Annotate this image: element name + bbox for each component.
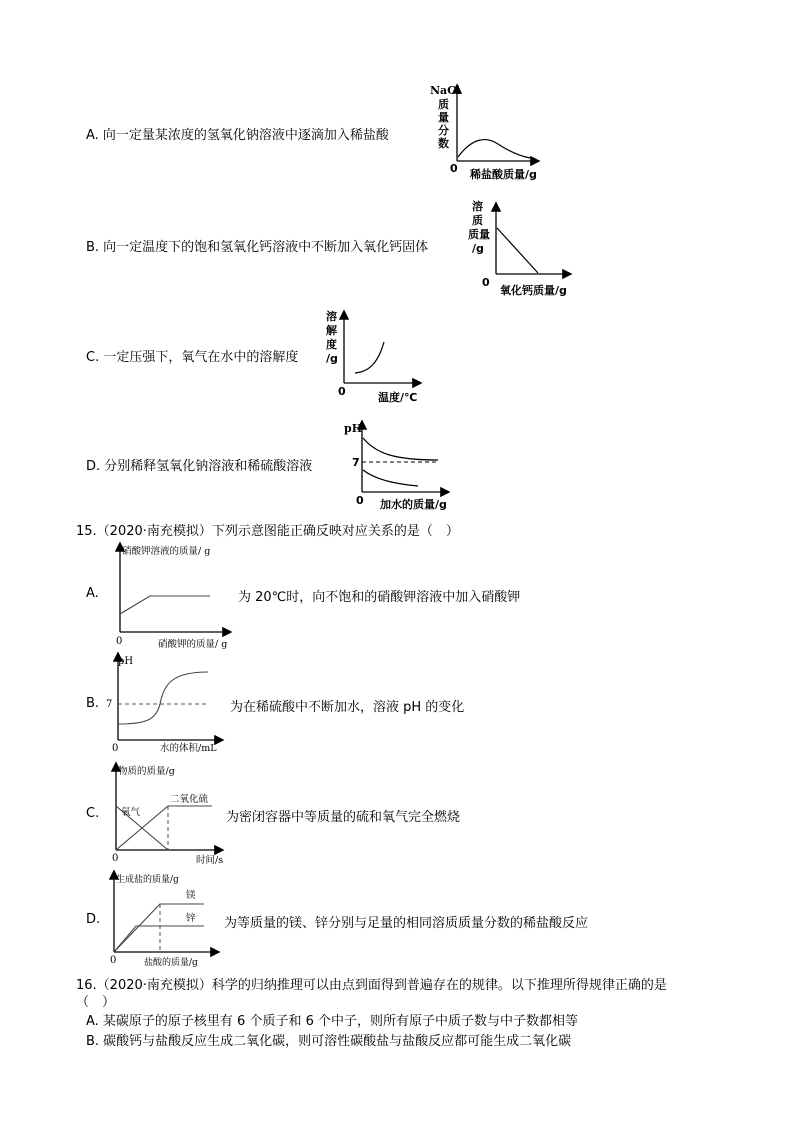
q15-b-ylabel: pH bbox=[118, 656, 134, 667]
q15-c-ylabel: 物质的质量/g bbox=[118, 766, 175, 777]
q14-d-xlabel: 加水的质量/g bbox=[380, 498, 447, 511]
q15-a-xlabel: 硝酸钾的质量/ g bbox=[158, 639, 228, 650]
q14-d-curve-h2so4 bbox=[363, 470, 418, 486]
q15-option-c-text: 为密闭容器中等质量的硫和氧气完全燃烧 bbox=[226, 810, 461, 825]
q14-c-origin: 0 bbox=[338, 385, 346, 398]
q14-d-mark-7: 7 bbox=[352, 456, 360, 469]
q15-d-ylabel: 生成盐的质量/g bbox=[116, 875, 179, 885]
q15-d-graph bbox=[106, 868, 226, 968]
q14-a-ylabel-0: NaCl bbox=[430, 84, 461, 97]
q15-c-origin: 0 bbox=[112, 853, 119, 864]
q15-c-series1: 氧气 bbox=[121, 807, 141, 818]
q15-option-b-text: 为在稀硫酸中不断加水，溶液 pH 的变化 bbox=[230, 700, 465, 715]
q15-option-a-text: 为 20℃时，向不饱和的硝酸钾溶液中加入硝酸钾 bbox=[238, 590, 521, 605]
q15-c-series2: 二氧化硫 bbox=[170, 794, 209, 805]
q14-option-c-text: C. 一定压强下，氧气在水中的溶解度 bbox=[86, 350, 299, 365]
q14-c-curve bbox=[355, 342, 384, 373]
q14-a-xlabel: 稀盐酸质量/g bbox=[470, 168, 537, 181]
q15-option-d-letter: D. bbox=[86, 912, 101, 927]
q16-option-a: A. 某碳原子的原子核里有 6 个质子和 6 个中子，则所有原子中质子数与中子数都相等 bbox=[86, 1014, 579, 1029]
q16-stem-line1: 16.（2020·南充模拟）科学的归纳推理可以由点到面得到普遍存在的规律。以下推理所得规律正确的是 bbox=[76, 978, 667, 993]
q16-stem-line2: （ ） bbox=[76, 995, 116, 1010]
q14-b-graph bbox=[466, 198, 586, 300]
q15-d-xlabel: 盐酸的质量/g bbox=[144, 958, 198, 968]
q14-a-ylabel-1: 质 bbox=[438, 98, 449, 111]
q14-d-graph bbox=[340, 418, 460, 513]
q14-option-a-text: A. 向一定量某浓度的氢氧化钠溶液中逐滴加入稀盐酸 bbox=[86, 128, 389, 143]
q15-option-c-letter: C. bbox=[86, 806, 100, 821]
q15-b-xlabel: 水的体积/mL bbox=[160, 743, 217, 754]
q15-a-origin: 0 bbox=[116, 636, 123, 647]
q15-a-line bbox=[120, 596, 210, 614]
q14-d-curve-naoh bbox=[363, 438, 438, 460]
q14-a-ylabel-4: 数 bbox=[438, 137, 449, 150]
q15-stem: 15.（2020·南充模拟）下列示意图能正确反映对应关系的是（ ） bbox=[76, 524, 459, 539]
q14-c-ylabel-0: 溶 bbox=[326, 310, 337, 323]
q15-d-series2: 锌 bbox=[186, 913, 196, 924]
q14-a-ylabel-3: 分 bbox=[438, 124, 449, 137]
q15-b-graph bbox=[106, 650, 230, 756]
q14-a-ylabel-2: 量 bbox=[438, 111, 449, 124]
q15-b-curve bbox=[118, 672, 208, 724]
q15-d-series1: 镁 bbox=[186, 890, 196, 901]
q15-option-b-letter: B. bbox=[86, 696, 100, 711]
q15-a-graph bbox=[112, 540, 238, 650]
q15-c-graph bbox=[108, 760, 230, 866]
q15-d-origin: 0 bbox=[110, 955, 117, 966]
q14-b-ylabel-0: 溶 bbox=[472, 200, 483, 213]
q16-option-b: B. 碳酸钙与盐酸反应生成二氧化碳，则可溶性碳酸盐与盐酸反应都可能生成二氧化碳 bbox=[86, 1034, 572, 1049]
q15-a-ylabel: 硝酸钾溶液的质量/ g bbox=[122, 546, 211, 557]
q14-b-ylabel-3: /g bbox=[472, 242, 484, 255]
q14-a-curve bbox=[458, 140, 530, 158]
q14-b-origin: 0 bbox=[482, 276, 490, 289]
q15-option-d-text: 为等质量的镁、锌分别与足量的相同溶质质量分数的稀盐酸反应 bbox=[224, 916, 589, 931]
q15-c-xlabel: 时间/s bbox=[196, 855, 224, 866]
q14-d-ylabel: pH bbox=[344, 422, 363, 435]
q15-option-a-letter: A. bbox=[86, 586, 99, 601]
q14-c-ylabel-1: 解 bbox=[326, 324, 337, 337]
q14-c-ylabel-3: /g bbox=[326, 352, 338, 365]
q14-a-origin: 0 bbox=[450, 162, 458, 175]
q14-a-graph bbox=[420, 80, 550, 180]
q15-b-mark-7: 7 bbox=[106, 699, 113, 710]
q14-option-d-text: D. 分别稀释氢氧化钠溶液和稀硫酸溶液 bbox=[86, 459, 313, 474]
q14-d-origin: 0 bbox=[356, 494, 364, 507]
q14-option-b-text: B. 向一定温度下的饱和氢氧化钙溶液中不断加入氧化钙固体 bbox=[86, 240, 429, 255]
q14-c-xlabel: 温度/℃ bbox=[378, 391, 418, 404]
q15-d-zn-line bbox=[114, 926, 204, 952]
q14-b-ylabel-1: 质 bbox=[472, 214, 483, 227]
q14-b-ylabel-2: 质量 bbox=[468, 228, 490, 241]
q15-d-mg-line bbox=[114, 904, 204, 952]
q14-b-xlabel: 氧化钙质量/g bbox=[500, 284, 567, 297]
q15-b-origin: 0 bbox=[112, 743, 119, 754]
q14-c-ylabel-2: 度 bbox=[326, 338, 337, 351]
q14-b-line bbox=[497, 228, 538, 273]
q14-c-graph bbox=[322, 306, 432, 406]
